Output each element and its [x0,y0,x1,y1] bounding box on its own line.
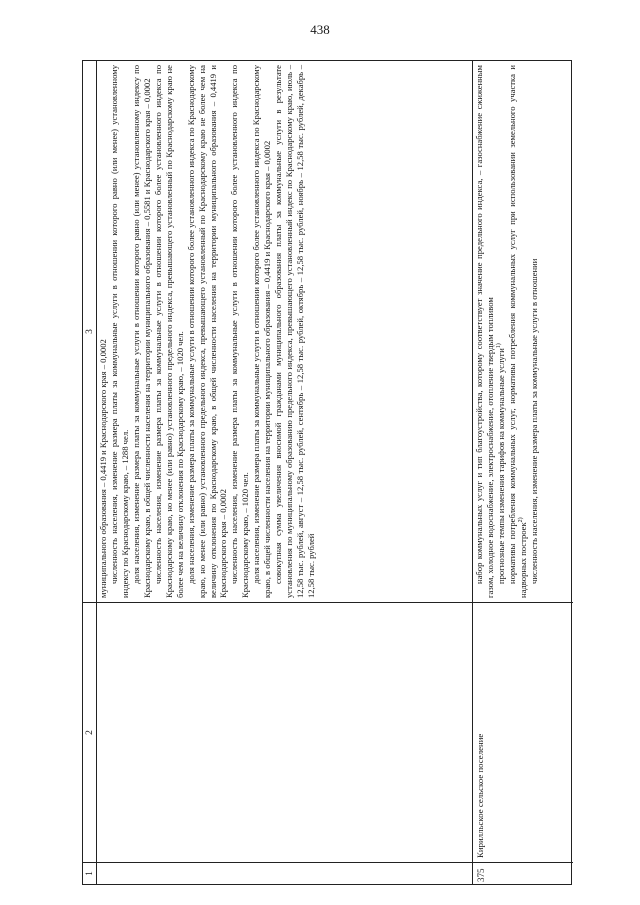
indicator-line [507,65,529,598]
indicator-line: муниципального образования – 0,4419 и Краснодарского края – 0,0002 [98,339,108,598]
indicator-line: численность населения, изменение размера платы за коммунальные услуги в отношении которого более установленного индекса по Краснодарскому краю, – 1020 чел. [229,65,251,598]
row-number-cell: 375 [473,862,573,884]
region-cell [97,602,472,862]
table-row-continuation [97,61,473,884]
header-col-1: 1 [83,862,96,884]
indicators-cell [97,61,472,602]
row-number-cell [97,862,472,884]
table-row-375 [473,61,573,884]
table-header-row [83,61,97,884]
indicator-line: численность населения, изменение размера платы за коммунальные услуги в отношении [528,258,539,584]
indicator-line: доля населения, изменение размера платы за коммунальные услуги в отношении которого более установленного индекса по Краснодарскому краю, но менее (или равно) установленного предельного индекса, превышающего установленный по Краснодарскому краю не более чем на величину отклонения по Краснодарскому краю, в общей численности населения на территории муниципального образования – 0,4419 и Краснодарского края – 0,0002 [185,65,229,598]
indicator-line: совокупная сумма увеличения вносимой гражданами муниципального образования платы за коммунальные услуги в результате установления по муниципальному образованию предельного индекса, превышающего установленный индекс по Краснодарскому краю, июль – 12,58 тыс. рублей, август – 12,58 тыс. рублей, сентябрь – 12,58 тыс. рублей, октябрь – 12,58 тыс. рублей, ноябрь – 12,58 тыс. рублей, декабрь – 12,58 тыс. рублей [273,65,317,598]
indicator-line: численность населения, изменение размера платы за коммунальные услуги в отношении которого более установленного индекса по Краснодарскому краю, но менее (или равно) установленного предельного индекса, превышающего установленный по Краснодарскому краю не более чем на величину отклонения по Краснодарскому краю, – 1020 чел. [152,65,185,598]
page-number: 438 [310,22,330,37]
tariff-table [82,60,572,885]
footnote-mark: 2) [517,517,524,523]
region-name-cell: Кирилльское сельское поселение [473,602,573,862]
indicator-line: набор коммунальных услуг и тип благоустройства, которому соответствует значение предельного индекса, – газоснабжение сжиженным газом, холодное водоснабжение, электроснабжение, отопление твердым топливом [474,65,495,598]
indicator-line: численность населения, изменение размера платы за коммунальные услуги в отношении которого равно (или менее) установленному индексу по Краснодарскому краю, – 1288 чел. [108,65,130,598]
indicator-text: прогнозные темпы изменения тарифов на коммунальные услуги [495,348,506,584]
indicators-cell [473,61,573,602]
indicator-line: доля населения, изменение размера платы за коммунальные услуги в отношении которого более установленного индекса по Краснодарскому краю, в общей численности населения на территории муниципального образования – 0,4419 и Краснодарского края – 0,0002 [251,65,273,598]
indicator-line: доля населения, изменение размера платы за коммунальные услуги в отношении которого равно (или менее) установленному индексу по Краснодарскому краю, в общей численности населения на территории муниципального образования – 0,5581 и Краснодарского края – 0,0002 [130,65,152,598]
header-col-3: 3 [85,329,95,334]
indicator-text: нормативы потребления коммунальных услуг, нормативы потребления коммунальных услуг при использовании земельного участка и надворных построек [506,65,528,598]
footnote-mark: 1) [496,343,503,349]
header-col-2: 2 [83,602,96,862]
indicator-line [496,65,507,598]
rotated-table-wrapper [82,60,572,885]
